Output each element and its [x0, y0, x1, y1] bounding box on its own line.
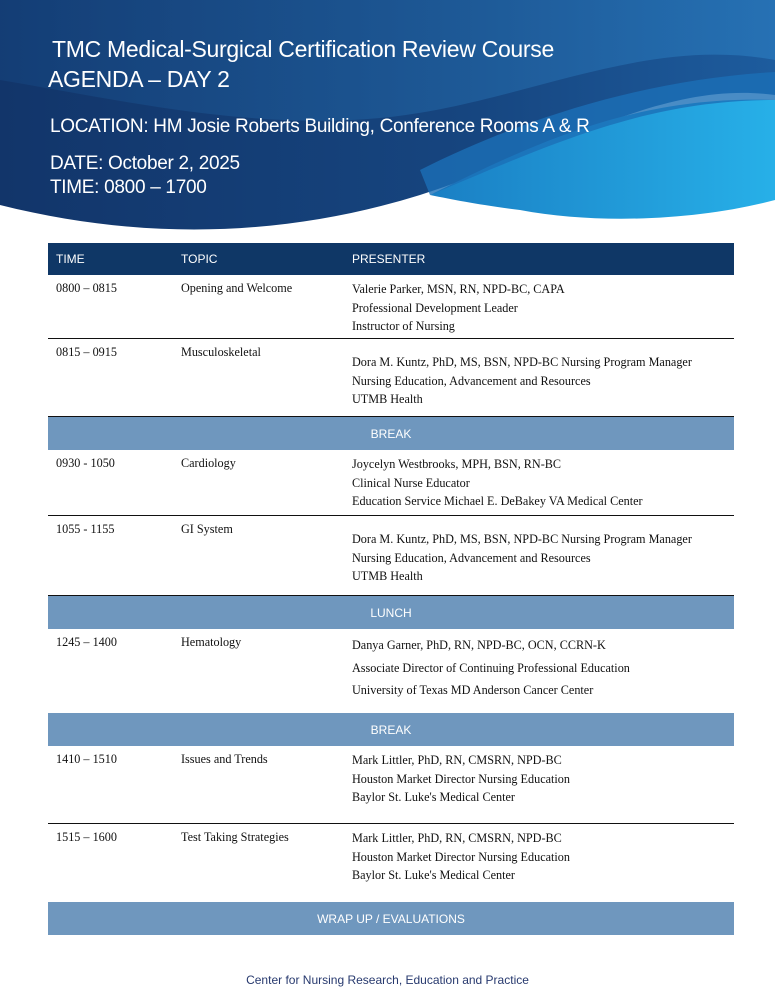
presenter-line: Joycelyn Westbrooks, MPH, BSN, RN-BC [352, 457, 562, 471]
session-time: 1055 - 1155 [56, 522, 115, 536]
session-topic: Cardiology [181, 456, 236, 470]
time-text: TIME: 0800 – 1700 [50, 177, 207, 198]
session-presenter [352, 751, 570, 807]
agenda-subtitle: AGENDA – DAY 2 [48, 66, 230, 92]
session-topic: Hematology [181, 635, 242, 649]
session-presenter [352, 634, 630, 702]
session-topic: Test Taking Strategies [181, 830, 289, 844]
table-row [48, 746, 734, 824]
session-presenter [352, 829, 570, 885]
presenter-line: Nursing Education, Advancement and Resources [352, 550, 591, 565]
agenda-table [48, 243, 734, 935]
presenter-line: Education Service Michael E. DeBakey VA Medical Center [352, 494, 643, 508]
presenter-line: Baylor St. Luke's Medical Center [352, 790, 515, 804]
presenter-line: Clinical Nurse Educator [352, 475, 470, 490]
table-row [48, 450, 734, 516]
table-row [48, 824, 734, 902]
session-topic: GI System [181, 522, 233, 536]
presenter-line: Houston Market Director Nursing Education [352, 771, 570, 786]
presenter-line: Mark Littler, PhD, RN, CMSRN, NPD-BC [352, 753, 562, 767]
presenter-line: UTMB Health [352, 569, 423, 583]
footer-text: Center for Nursing Research, Education and Practice [246, 973, 529, 987]
date-text: DATE: October 2, 2025 [50, 153, 240, 174]
table-row [48, 339, 734, 417]
table-row [48, 516, 734, 596]
presenter-line: Mark Littler, PhD, RN, CMSRN, NPD-BC [352, 831, 562, 845]
presenter-line: Dora M. Kuntz, PhD, MS, BSN, NPD-BC Nursing Program Manager [352, 532, 692, 546]
presenter-line: Valerie Parker, MSN, RN, NPD-BC, CAPA [352, 282, 565, 296]
break-band: BREAK [48, 417, 734, 450]
session-time: 1245 – 1400 [56, 635, 117, 649]
session-topic: Opening and Welcome [181, 281, 293, 295]
presenter-line: University of Texas MD Anderson Cancer Center [352, 683, 594, 697]
break-band: BREAK [48, 713, 734, 746]
column-header-time: TIME [56, 252, 85, 266]
session-time: 0800 – 0815 [56, 281, 117, 295]
table-row [48, 275, 734, 339]
presenter-line: Instructor of Nursing [352, 319, 455, 333]
session-topic: Issues and Trends [181, 752, 268, 766]
table-row [48, 629, 734, 713]
presenter-line: Houston Market Director Nursing Education [352, 849, 570, 864]
lunch-band: LUNCH [48, 596, 734, 629]
column-header-presenter: PRESENTER [352, 252, 426, 266]
session-time: 0815 – 0915 [56, 345, 117, 359]
session-time: 0930 - 1050 [56, 456, 115, 470]
session-presenter [352, 455, 643, 511]
presenter-line: Associate Director of Continuing Professional Education [352, 660, 630, 675]
presenter-line: Dora M. Kuntz, PhD, MS, BSN, NPD-BC Nursing Program Manager [352, 355, 692, 369]
presenter-line: Baylor St. Luke's Medical Center [352, 868, 515, 882]
session-presenter [352, 280, 565, 336]
presenter-line: UTMB Health [352, 392, 423, 406]
session-presenter [352, 530, 692, 586]
wrap-up-band: WRAP UP / EVALUATIONS [48, 902, 734, 935]
header-banner [0, 0, 775, 245]
session-presenter [352, 353, 692, 409]
column-header-topic: TOPIC [181, 252, 218, 266]
presenter-line: Danya Garner, PhD, RN, NPD-BC, OCN, CCRN-K [352, 638, 606, 652]
session-time: 1515 – 1600 [56, 830, 117, 844]
presenter-line: Nursing Education, Advancement and Resources [352, 373, 591, 388]
session-time: 1410 – 1510 [56, 752, 117, 766]
location-text: LOCATION: HM Josie Roberts Building, Conference Rooms A & R [50, 116, 590, 137]
presenter-line: Professional Development Leader [352, 300, 518, 315]
session-topic: Musculoskeletal [181, 345, 261, 359]
course-title: TMC Medical-Surgical Certification Review Course [52, 36, 554, 62]
table-header [48, 243, 734, 275]
